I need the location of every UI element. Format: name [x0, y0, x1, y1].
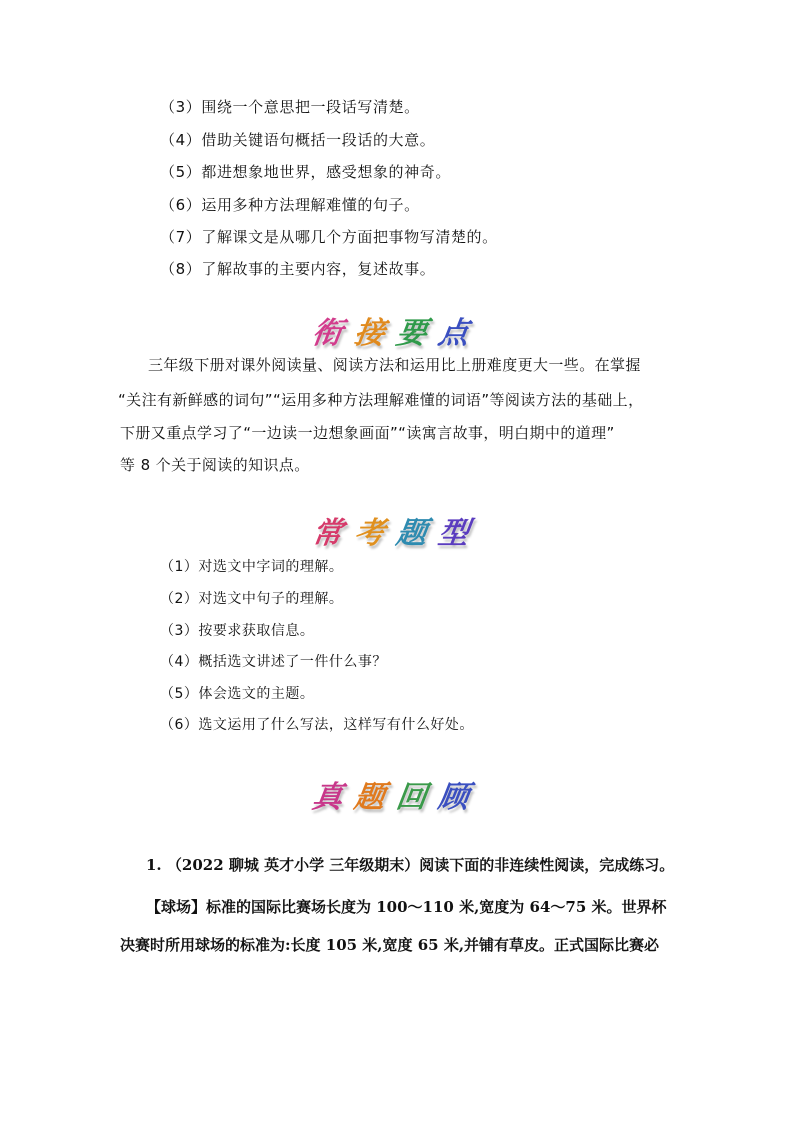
- heading-char: 衔: [310, 316, 357, 351]
- objective-item: （8）了解故事的主要内容，复述故事。: [160, 260, 436, 278]
- heading-char: 型: [436, 516, 483, 551]
- paragraph-line: “关注有新鲜感的词句”“运用多种方法理解难懂的词语”等阅读方法的基础上，: [118, 391, 644, 409]
- paragraph-line: 等 8 个关于阅读的知识点。: [120, 456, 310, 474]
- objective-item: （4）借助关键语句概括一段话的大意。: [160, 131, 436, 149]
- heading-char: 真: [310, 780, 357, 815]
- question-text-line: 决赛时所用球场的标准为:长度 105 米,宽度 65 米,并铺有草皮。正式国际比赛必: [120, 936, 660, 954]
- question-text-line: 【球场】标准的国际比赛场长度为 100～110 米,宽度为 64～75 米。世界杯: [146, 898, 667, 916]
- objective-item: （5）都进想象地世界，感受想象的神奇。: [160, 163, 451, 181]
- heading-char: 考: [352, 516, 399, 551]
- heading-char: 接: [352, 316, 399, 351]
- question-type-item: （1）对选文中字词的理解。: [160, 559, 344, 575]
- heading-past-exam-review: [0, 772, 794, 816]
- paragraph-line: 下册又重点学习了“一边读一边想象画面”“读寓言故事，明白期中的道理”: [120, 424, 615, 442]
- heading-char: 回: [394, 780, 441, 815]
- heading-char: 点: [436, 316, 483, 351]
- heading-common-question-types: [0, 508, 794, 552]
- question-type-item: （6）选文运用了什么写法，这样写有什么好处。: [160, 717, 474, 733]
- objective-item: （6）运用多种方法理解难懂的句子。: [160, 196, 420, 214]
- paragraph-line: 三年级下册对课外阅读量、阅读方法和运用比上册难度更大一些。在掌握: [148, 356, 641, 374]
- objective-item: （7）了解课文是从哪几个方面把事物写清楚的。: [160, 228, 498, 246]
- heading-char: 题: [394, 516, 441, 551]
- heading-connection-points: [0, 308, 794, 352]
- question-type-item: （5）体会选文的主题。: [160, 686, 315, 702]
- question-type-item: （3）按要求获取信息。: [160, 623, 315, 639]
- heading-char: 要: [394, 316, 441, 351]
- question-type-item: （4）概括选文讲述了一件什么事？: [160, 654, 387, 670]
- question-type-item: （2）对选文中句子的理解。: [160, 591, 344, 607]
- heading-char: 题: [352, 780, 399, 815]
- heading-char: 常: [310, 516, 357, 551]
- heading-char: 顾: [436, 780, 483, 815]
- objective-item: （3）围绕一个意思把一段话写清楚。: [160, 98, 420, 116]
- question-title: 1. （2022 聊城 英才小学 三年级期末）阅读下面的非连续性阅读，完成练习。: [146, 856, 675, 874]
